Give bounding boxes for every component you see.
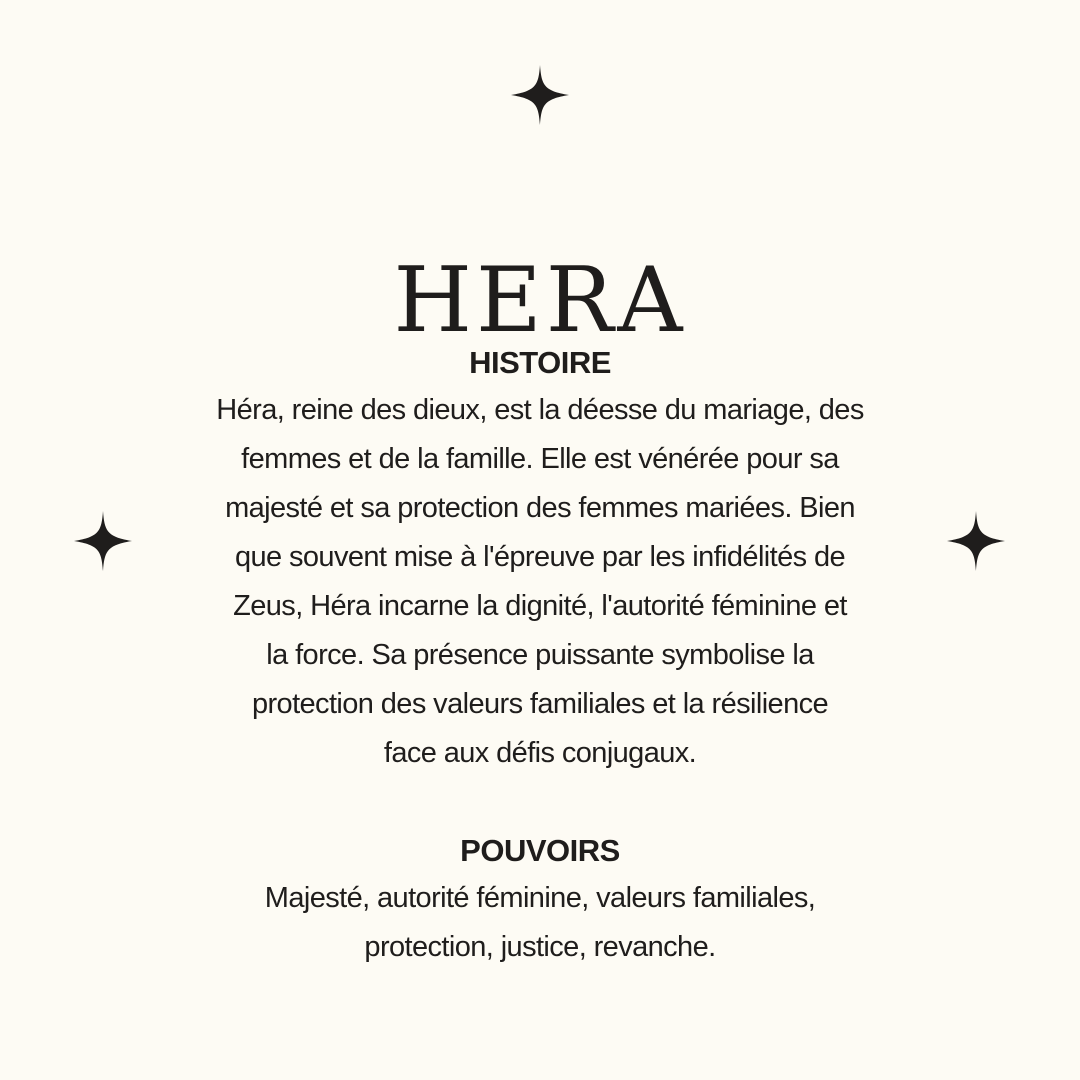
section-heading: HISTOIRE bbox=[469, 345, 611, 380]
text-line: Zeus, Héra incarne la dignité, l'autorité féminine et bbox=[233, 590, 847, 622]
four-point-star-icon bbox=[947, 511, 1005, 571]
text-line: protection des valeurs familiales et la résilience bbox=[251, 688, 829, 720]
text-line: la force. Sa présence puissante symbolise la bbox=[266, 639, 814, 671]
text-line: face aux défis conjugaux. bbox=[383, 737, 697, 769]
page-title: HERA bbox=[393, 248, 687, 354]
section-spacer bbox=[160, 778, 920, 828]
section-paragraph bbox=[160, 874, 920, 972]
four-point-star-icon bbox=[511, 65, 569, 125]
text-line: Héra, reine des dieux, est la déesse du mariage, des bbox=[216, 394, 864, 426]
text-line: protection, justice, revanche. bbox=[364, 931, 716, 963]
text-line: que souvent mise à l'épreuve par les infidélités de bbox=[234, 541, 846, 573]
content-body bbox=[160, 340, 920, 972]
section-paragraph bbox=[160, 386, 920, 778]
four-point-star-icon bbox=[74, 511, 132, 571]
text-line: Majesté, autorité féminine, valeurs familiales, bbox=[264, 882, 816, 914]
text-line: femmes et de la famille. Elle est vénérée pour sa bbox=[241, 443, 839, 475]
section-heading: POUVOIRS bbox=[460, 833, 620, 868]
text-line: majesté et sa protection des femmes mariées. Bien bbox=[225, 492, 855, 524]
section-pouvoirs bbox=[160, 828, 920, 972]
section-histoire bbox=[160, 340, 920, 778]
